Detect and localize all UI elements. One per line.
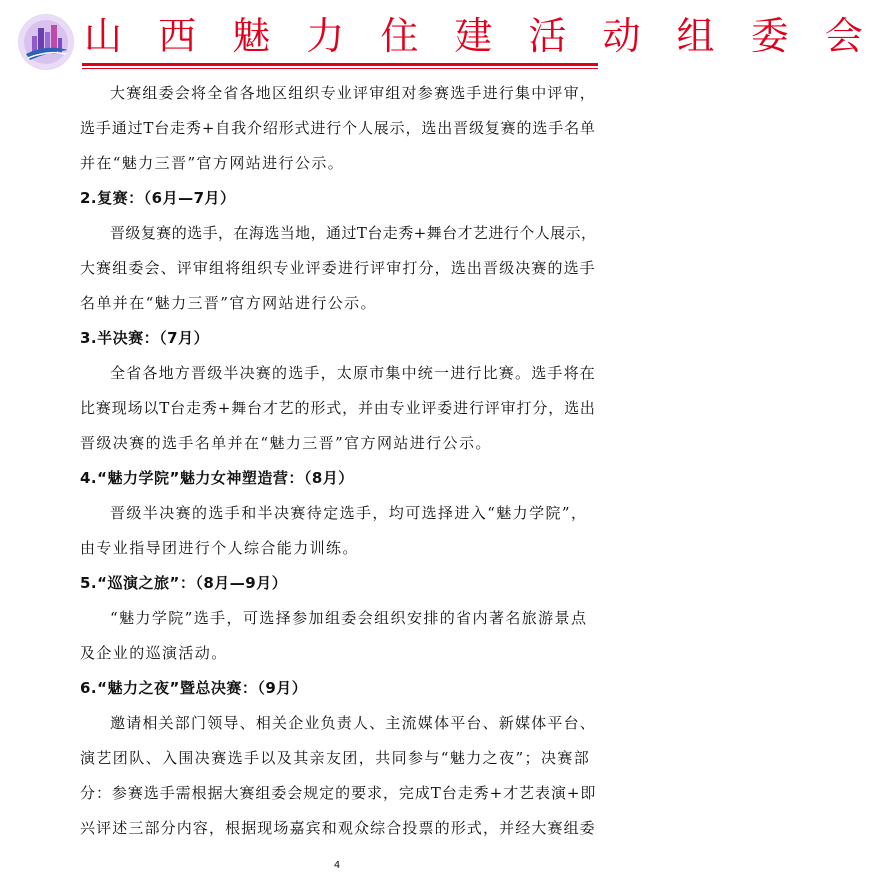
- paragraph-line: 晋级半决赛的选手和半决赛待定选手，均可选择进入“魅力学院”，: [110, 504, 588, 522]
- paragraph-line: 由专业指导团进行个人综合能力训练。: [80, 539, 359, 557]
- city-skyline-icon: [18, 14, 74, 70]
- heading-text: 5.“巡演之旅”：（8月—9月）: [80, 574, 288, 592]
- heading-text: 6.“魅力之夜”暨总决赛：（9月）: [80, 679, 308, 697]
- paragraph-line: 比赛现场以T台走秀+舞台才艺的形式，并由专业评委进行评审打分，选出: [80, 399, 596, 417]
- paragraph-line: 晋级复赛的选手，在海选当地，通过T台走秀+舞台才艺进行个人展示，: [110, 224, 597, 242]
- city-skyline-logo: [18, 14, 74, 70]
- header-divider: [82, 63, 598, 66]
- document-header: [0, 0, 875, 80]
- paragraph-line: 大赛组委会、评审组将组织专业评委进行评审打分，选出晋级决赛的选手: [80, 259, 596, 277]
- paragraph-line: 选手通过T台走秀+自我介绍形式进行个人展示，选出晋级复赛的选手名单: [80, 119, 596, 137]
- paragraph-line: 晋级决赛的选手名单并在“魅力三晋”官方网站进行公示。: [80, 434, 492, 452]
- page-number: 4: [333, 860, 341, 871]
- organization-title: 山 西 魅 力 住 建 活 动 组 委 会: [84, 14, 875, 58]
- paragraph-line: 兴评述三部分内容，根据现场嘉宾和观众综合投票的形式，并经大赛组委: [80, 819, 596, 837]
- paragraph-line: 全省各地方晋级半决赛的选手，太原市集中统一进行比赛。选手将在: [110, 364, 597, 382]
- paragraph-line: 并在“魅力三晋”官方网站进行公示。: [80, 154, 345, 172]
- paragraph-line: 邀请相关部门领导、相关企业负责人、主流媒体平台、新媒体平台、: [110, 714, 597, 732]
- heading-text: 4.“魅力学院”魅力女神塑造营：（8月）: [80, 469, 354, 487]
- paragraph-line: 及企业的巡演活动。: [80, 644, 228, 662]
- paragraph-line: “魅力学院”选手，可选择参加组委会组织安排的省内著名旅游景点: [110, 609, 588, 627]
- heading-text: 3.半决赛：（7月）: [80, 329, 210, 347]
- header-divider-thin: [82, 68, 598, 69]
- paragraph-line: 名单并在“魅力三晋”官方网站进行公示。: [80, 294, 377, 312]
- paragraph-line: 演艺团队、入围决赛选手以及其亲友团，共同参与“魅力之夜”；决赛部: [80, 749, 591, 767]
- heading-text: 2.复赛：（6月—7月）: [80, 189, 236, 207]
- paragraph-line: 大赛组委会将全省各地区组织专业评审组对参赛选手进行集中评审，: [110, 84, 597, 102]
- paragraph-line: 分：参赛选手需根据大赛组委会规定的要求，完成T台走秀+才艺表演+即: [80, 784, 597, 802]
